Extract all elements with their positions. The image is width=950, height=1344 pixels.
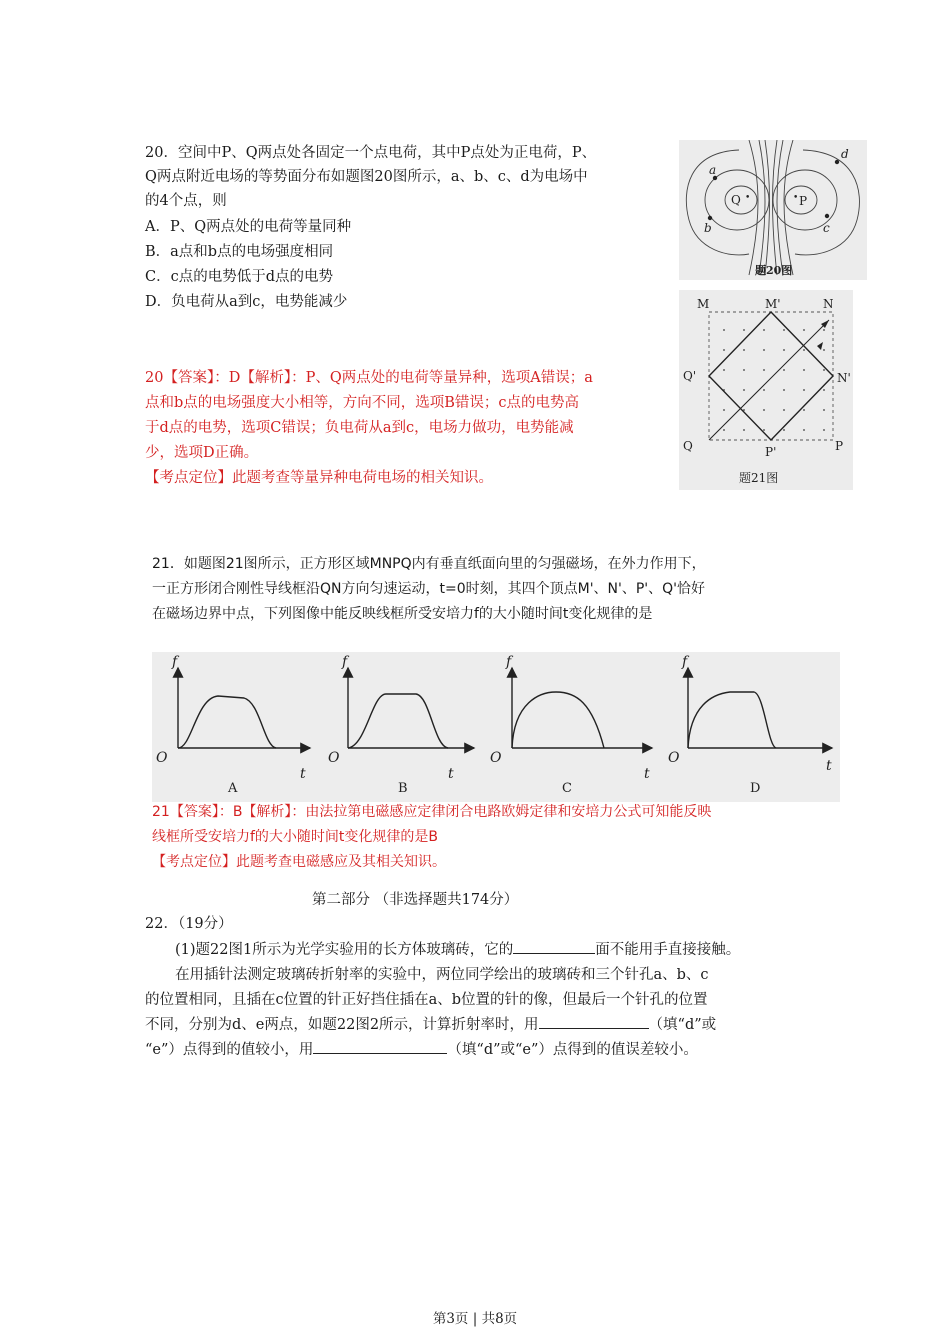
- q22-p5-text-b: （填“d”或“e”）点得到的值误差较小。: [447, 1042, 698, 1058]
- fig21-label-m: M: [697, 297, 710, 311]
- q20-option-a: A．P、Q两点处的电荷等量同种: [145, 219, 352, 235]
- q20-option-b: B．a点和b点的电场强度相同: [145, 244, 334, 260]
- ans21-line1: 21【答案】：B【解析】：由法拉第电磁感应定律闭合电路欧姆定律和安培力公式可知能反映: [152, 804, 712, 820]
- q22-head: 22．（19分）: [145, 916, 233, 932]
- part2-heading: 第二部分 （非选择题共174分）: [312, 892, 519, 908]
- graph-d-label: D: [750, 781, 761, 796]
- q22-p1-text-a: (1)题22图1所示为光学实验用的长方体玻璃砖，它的: [175, 942, 514, 958]
- fig20-label-p: P: [799, 194, 808, 208]
- graph-c-t-label: t: [644, 766, 650, 782]
- svg-text:•: •: [745, 193, 751, 203]
- graph-a-label: A: [228, 781, 238, 796]
- fig20-label-q: Q: [731, 193, 741, 207]
- q21-graph-options: [152, 652, 840, 802]
- ans21-topic: 【考点定位】此题考查电磁感应及其相关知识。: [152, 854, 446, 870]
- ans20-line1: 20【答案】：D【解析】：P、Q两点处的电荷等量异种，选项A错误；a: [145, 370, 593, 386]
- fig21-label-p-prime: P': [765, 445, 777, 459]
- q21-line3: 在磁场边界中点，下列图像中能反映线框所受安培力f的大小随时间t变化规律的是: [152, 606, 653, 622]
- figure-20: [679, 140, 867, 280]
- page-footer: 第3页 | 共8页: [432, 1311, 518, 1327]
- figure-21-drawing: [679, 290, 853, 490]
- graph-a-f-label: f: [172, 654, 178, 670]
- q21-graphs: [152, 652, 840, 802]
- fig20-label-c: c: [823, 221, 830, 235]
- fig21-label-q: Q: [683, 439, 693, 453]
- q20-option-c: C．c点的电势低于d点的电势: [145, 269, 333, 285]
- graph-b-t-label: t: [448, 766, 454, 782]
- q21-line2: 一正方形闭合刚性导线框沿QN方向匀速运动，t=0时刻，其四个顶点M'、N'、P'、Q'恰好: [152, 581, 706, 597]
- q22-blank-3[interactable]: [313, 1039, 447, 1054]
- fig20-caption: 题20图: [755, 264, 793, 277]
- q22-blank-1[interactable]: [513, 939, 595, 954]
- q22-p1-text-b: 面不能用手直接接触。: [595, 942, 741, 958]
- ans21-line2: 线框所受安培力f的大小随时间t变化规律的是B: [152, 829, 439, 845]
- fig20-label-a: a: [709, 163, 717, 177]
- graph-c-origin: O: [490, 750, 502, 766]
- q22-p4-text-b: （填“d”或: [648, 1017, 717, 1033]
- svg-text:•: •: [793, 193, 799, 203]
- ans20-line3: 于d点的电势，选项C错误；负电荷从a到c，电场力做功，电势能减: [145, 420, 574, 436]
- q22-p4: [145, 1013, 716, 1038]
- q20-line1: 20．空间中P、Q两点处各固定一个点电荷，其中P点处为正电荷，P、: [145, 145, 597, 161]
- q22-blank-2[interactable]: [539, 1014, 649, 1029]
- fig20-label-b: b: [704, 221, 712, 235]
- fig20-label-d: d: [841, 147, 849, 161]
- q21-line1: 21．如题图21图所示，正方形区域MNPQ内有垂直纸面向里的匀强磁场，在外力作用下，: [152, 556, 706, 572]
- graph-a-origin: O: [156, 750, 168, 766]
- graph-d-f-label: f: [682, 654, 688, 670]
- fig21-label-q-prime: Q': [683, 369, 697, 383]
- ans20-line2: 点和b点的电场强度大小相等，方向不同，选项B错误；c点的电势高: [145, 395, 580, 411]
- figure-21: [679, 290, 853, 490]
- figure-20-drawing: [679, 140, 867, 280]
- graph-b-label: B: [398, 781, 408, 796]
- fig21-label-p: P: [835, 439, 844, 453]
- graph-a-t-label: t: [300, 766, 306, 782]
- fig21-label-n-prime: N': [837, 371, 851, 385]
- ans20-topic: 【考点定位】此题考查等量异种电荷电场的相关知识。: [145, 470, 493, 486]
- graph-b-origin: O: [328, 750, 340, 766]
- ans20-line4: 少，选项D正确。: [145, 445, 259, 461]
- q22-p3: 的位置相同，且插在c位置的针正好挡住插在a、b位置的针的像，但最后一个针孔的位置: [145, 992, 708, 1008]
- q20-option-d: D．负电荷从a到c，电势能减少: [145, 294, 348, 310]
- q20-line3: 的4个点，则: [145, 193, 227, 209]
- fig21-label-n: N: [823, 297, 834, 311]
- graph-d-t-label: t: [826, 758, 832, 774]
- q22-p5-text-a: “e”）点得到的值较小，用: [145, 1042, 314, 1058]
- q20-line2: Q两点附近电场的等势面分布如题图20图所示，a、b、c、d为电场中: [145, 169, 588, 185]
- graph-b-f-label: f: [342, 654, 348, 670]
- fig21-label-m-prime: M': [765, 297, 781, 311]
- graph-d-origin: O: [668, 750, 680, 766]
- fig21-caption: 题21图: [739, 471, 779, 485]
- graph-c-f-label: f: [506, 654, 512, 670]
- q22-p1: [175, 938, 740, 963]
- q22-p4-text-a: 不同，分别为d、e两点，如题22图2所示，计算折射率时，用: [145, 1017, 539, 1033]
- q22-p2: 在用插针法测定玻璃砖折射率的实验中，两位同学绘出的玻璃砖和三个针孔a、b、c: [175, 967, 709, 983]
- q22-p5: [145, 1038, 698, 1063]
- graph-c-label: C: [562, 781, 572, 796]
